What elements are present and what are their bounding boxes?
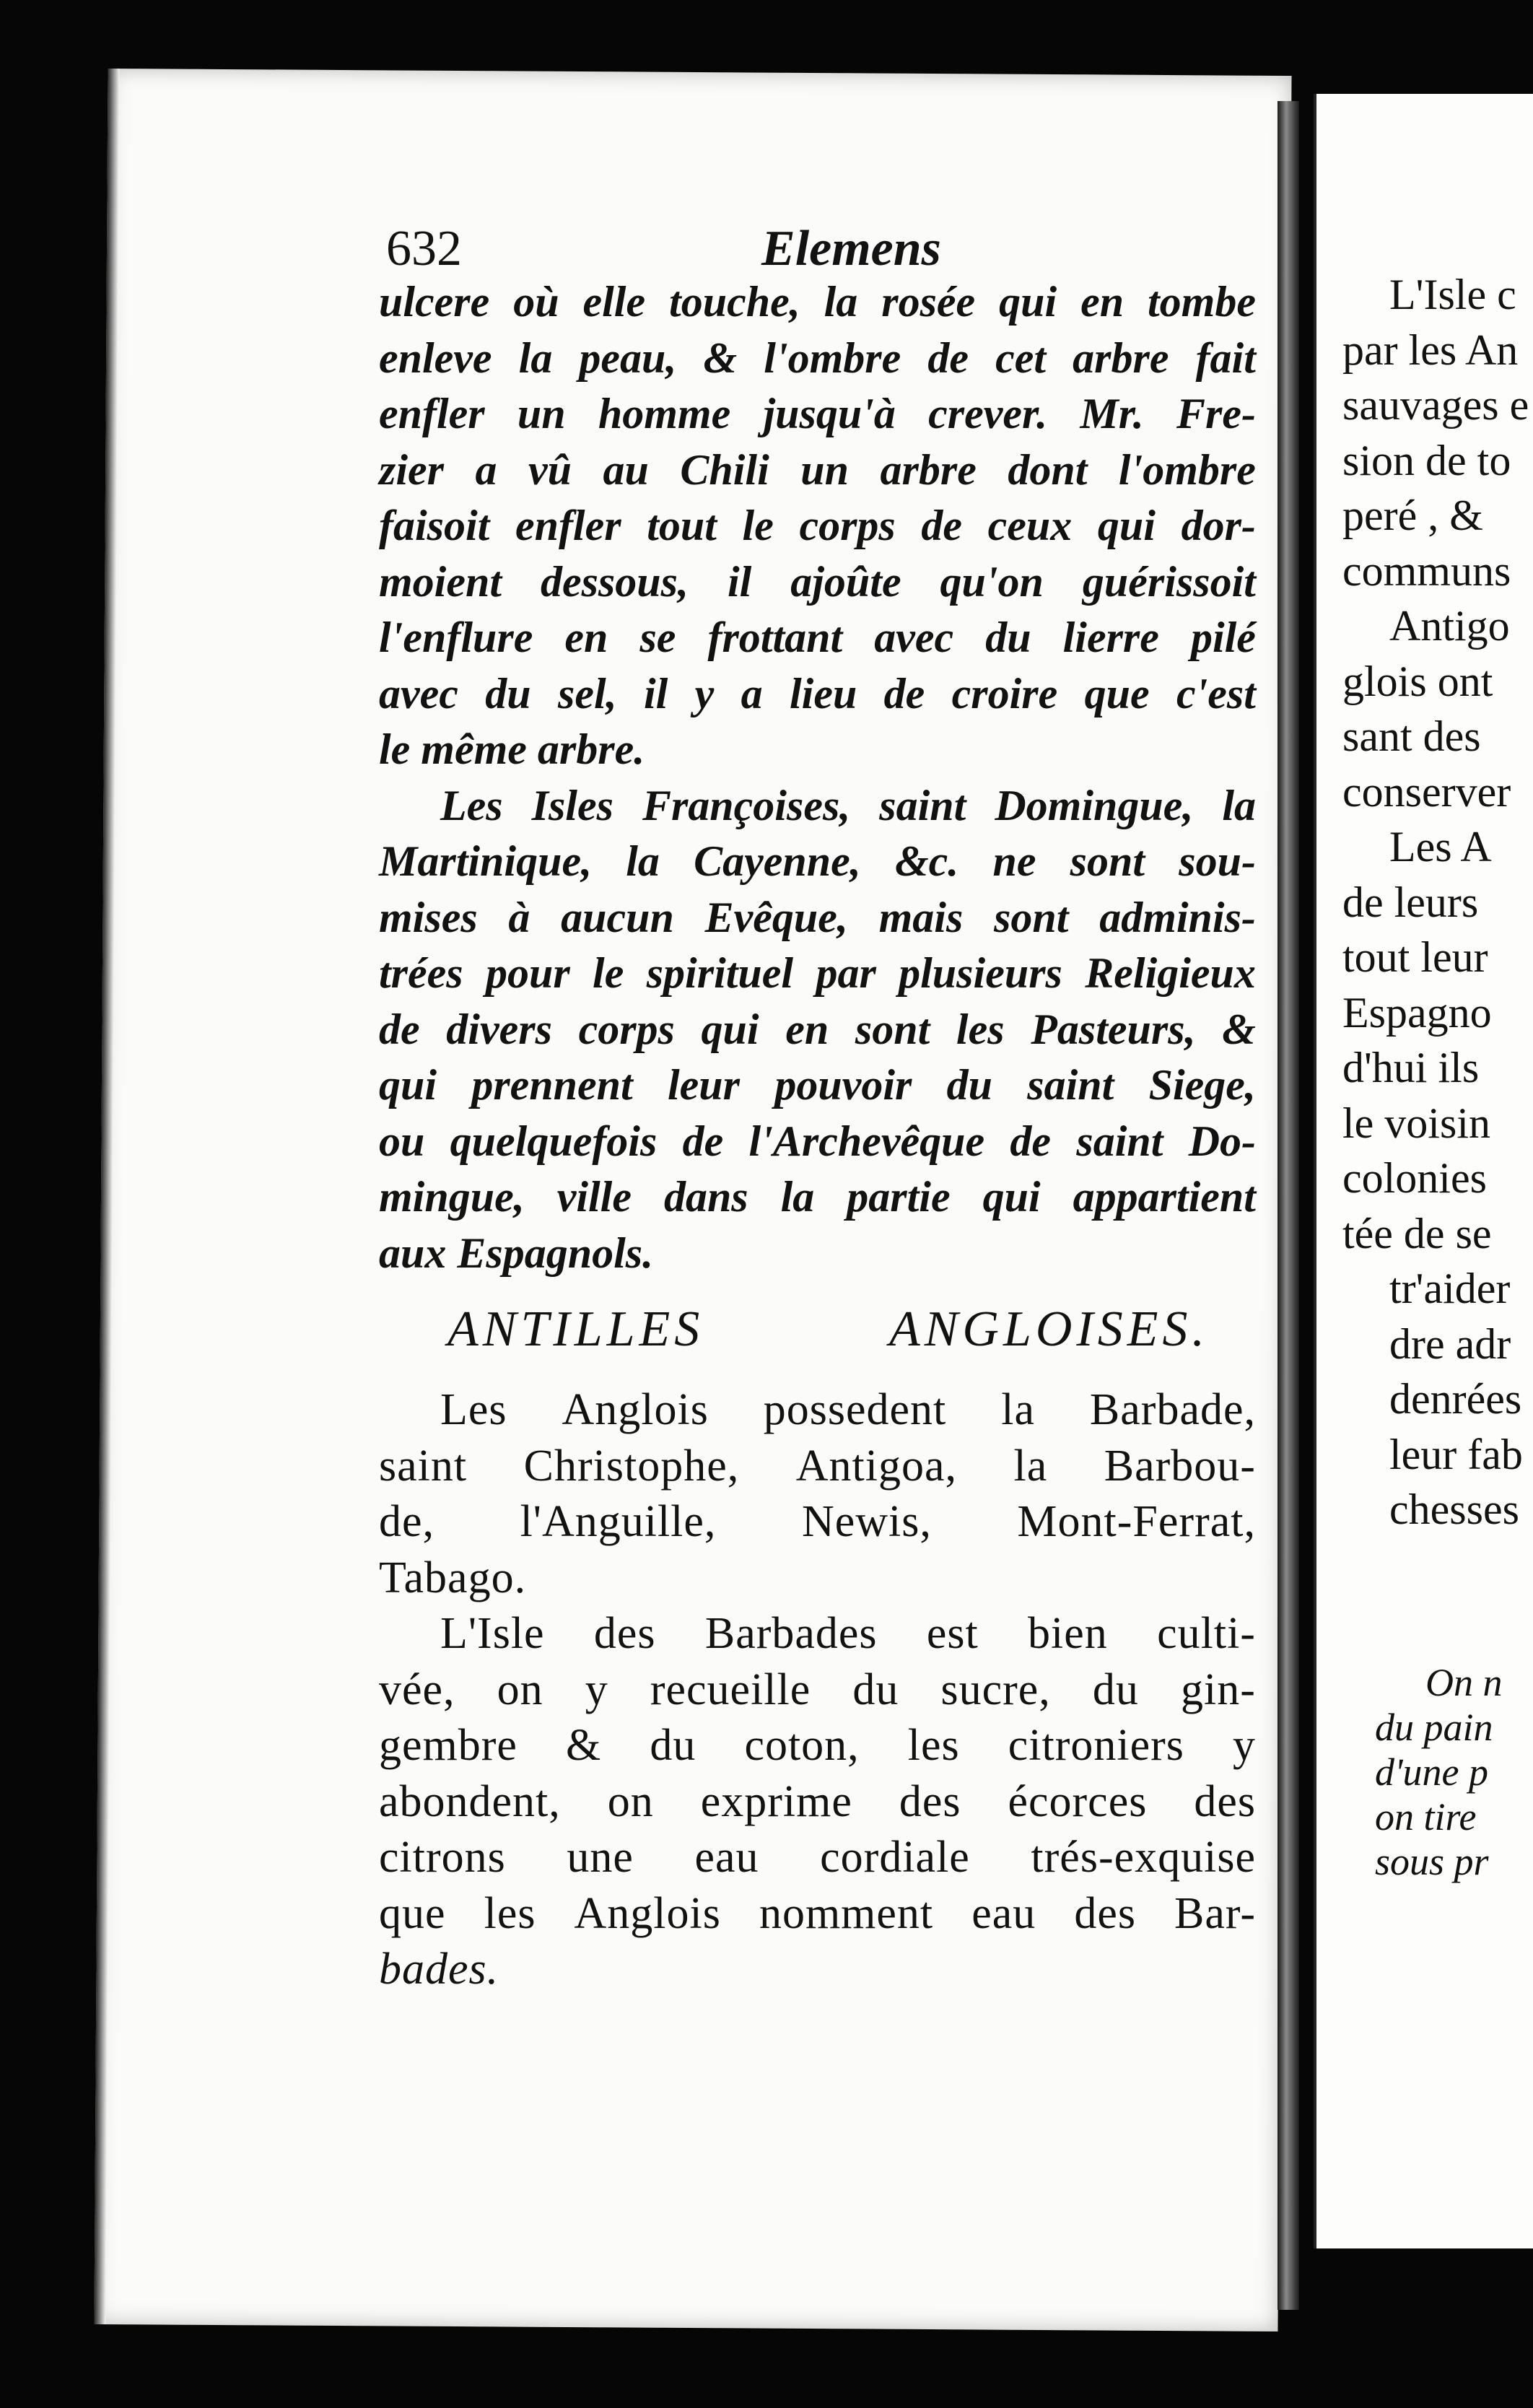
word: Anglois [574,1888,721,1938]
word: des [1194,1776,1256,1826]
footnote-line: On n [1425,1661,1503,1704]
text-line [379,1494,1256,1550]
footnote-line: du pain [1375,1706,1493,1749]
word: l'ombre [764,333,901,382]
word: pilé [1190,614,1256,661]
word: Françoises, [642,781,851,829]
heading-word: ANGLOISES. [888,1301,1209,1357]
word: du [985,614,1031,661]
page-number: 632 [386,221,462,276]
word: plusieurs [899,949,1062,997]
word: la [518,333,553,382]
word: Siege, [1148,1061,1256,1109]
word: du [485,669,531,717]
word: ville [556,1173,632,1221]
word: de [883,669,925,717]
word: la [626,837,660,885]
word: eau [971,1888,1036,1938]
text-line: Tabago. [379,1553,527,1602]
word: adminis- [1099,893,1256,941]
word: sel, [557,669,617,717]
paragraph-3 [379,1382,1256,1606]
word: avec [874,614,954,661]
word: se [639,614,676,661]
right-text-line: leur fab [1389,1430,1523,1478]
word: avec [379,669,458,717]
word: zier [379,445,444,494]
word: nomment [759,1888,934,1938]
word: Les [440,1385,507,1434]
word: des [899,1776,961,1826]
word: Mont-Ferrat, [1017,1497,1256,1546]
word: Antigoa, [795,1441,957,1491]
text-line [379,834,1256,890]
word: c'est [1176,669,1256,717]
word: où [513,278,559,326]
word: qui [701,1005,759,1053]
running-title: Elemens [761,221,941,276]
text-line [379,498,1256,554]
word: les [907,1721,960,1770]
right-text-line: conserver [1342,767,1511,816]
word: de [927,333,969,382]
word: lierre [1062,614,1159,661]
word: Martinique, [379,837,593,885]
word: que [379,1888,446,1938]
paragraph-2 [379,778,1256,1282]
right-page-footnote [1375,1660,1533,1884]
word: de [1010,1117,1052,1165]
word: divers [446,1005,552,1053]
word: dans [663,1173,748,1221]
word: par [816,949,876,997]
word: trés-exquise [1031,1833,1256,1882]
text-line [379,274,1256,331]
word: du [650,1721,696,1770]
word: du [946,1061,992,1109]
right-text-line: glois ont [1342,657,1493,705]
word: crever. [928,390,1048,437]
word: qu'on [940,557,1044,606]
word: y [694,669,715,717]
word: guérissoit [1082,557,1256,606]
word: recueille [650,1665,811,1714]
text-line [379,666,1256,723]
text-line [379,1718,1256,1774]
word: l'ombre [1118,445,1256,494]
word: une [567,1833,634,1882]
word: Domingue, [995,781,1194,829]
word: en [1080,278,1124,326]
word: vée, [379,1665,455,1714]
word: prennent [471,1061,633,1109]
word: Christophe, [523,1441,740,1491]
section-heading [379,1290,1256,1369]
word: y [1232,1721,1256,1770]
word: à [508,893,530,941]
word: frottant [707,614,843,661]
word: on [607,1776,654,1826]
text-line [379,1774,1256,1831]
text-line [379,946,1256,1002]
word: saint [1076,1117,1163,1165]
text-line [379,1002,1256,1058]
word: sont [855,1005,930,1053]
text-line [379,331,1256,387]
text-line [379,1169,1256,1226]
word: gembre [379,1721,517,1770]
word: Evêque, [704,893,848,941]
word: un [800,445,850,494]
word: quelquefois [450,1117,658,1165]
text-line [379,442,1256,499]
word: la [1001,1385,1035,1434]
word: on [497,1665,543,1714]
word: Cayenne, [694,837,861,885]
word: le [593,949,624,997]
word: pouvoir [774,1061,912,1109]
word: L'Isle [440,1609,545,1658]
word: au [603,445,649,494]
word: il [727,557,752,606]
word: Religieux [1085,949,1256,997]
word: homme [598,390,731,437]
word: dor- [1181,502,1256,549]
word: coton, [744,1721,860,1770]
word: elle [582,278,646,326]
word: il [643,669,668,717]
word: Do- [1188,1117,1256,1165]
word: un [517,390,566,437]
right-text-line: d'hui ils [1342,1044,1480,1091]
word: a [475,445,497,494]
word: bien [1028,1609,1108,1658]
word: Chili [680,445,769,494]
word: Les [440,781,503,829]
word: du [852,1665,899,1714]
word: des [1074,1888,1136,1938]
word: mingue, [379,1173,525,1221]
word: &c. [894,837,959,885]
word: leur [668,1061,741,1109]
word: de, [379,1497,435,1546]
word: a [741,669,763,717]
right-text-line: peré , & [1342,492,1483,539]
word: cordiale [820,1833,970,1882]
word: du [1092,1665,1139,1714]
word: culti- [1157,1609,1256,1658]
right-text-line: sion de to [1342,436,1511,484]
word: exprime [700,1776,852,1826]
word: cet [995,333,1047,382]
word: Isles [531,781,613,829]
word: ne [992,837,1036,885]
word: en [785,1005,829,1053]
word: de [379,1005,420,1053]
word: ajoûte [790,557,901,606]
word: Fre- [1176,390,1256,437]
word: écorces [1008,1776,1148,1826]
word: sont [1070,837,1145,885]
word: sucre, [940,1665,1051,1714]
word: trées [379,949,463,997]
word: faisoit [379,502,490,549]
word: tout [647,502,717,549]
right-text-line: denrées [1389,1375,1522,1423]
text-line: le même arbre. [379,725,645,773]
word: ou [379,1117,425,1165]
word: Barbades [704,1609,878,1658]
word: arbre [1073,333,1169,382]
right-text-line: sant des [1342,712,1481,760]
text-line [379,778,1256,834]
word: dont [1008,445,1088,494]
word: de [921,502,963,549]
word: saint [1027,1061,1114,1109]
text-line [379,1606,1256,1662]
right-text-line: tée de se [1342,1209,1492,1257]
right-text-line: dre adr [1389,1319,1511,1368]
word: gin- [1181,1665,1256,1714]
right-page-text [1342,267,1533,1537]
word: qui [999,278,1057,326]
right-text-line: le voisin [1342,1099,1490,1147]
word: qui [982,1173,1041,1221]
word: saint [379,1441,468,1491]
word: est [926,1609,979,1658]
word: de [682,1117,724,1165]
word: Barbade, [1089,1385,1256,1434]
word: sont [994,893,1069,941]
word: Barbou- [1104,1441,1256,1491]
text-line [379,1057,1256,1114]
word: l'Anguille, [520,1497,717,1546]
right-text-line: Espagno [1342,988,1492,1037]
word: vû [528,445,572,494]
word: arbre [880,445,977,494]
word: les [956,1005,1005,1053]
word: possedent [763,1385,947,1434]
word: peau, [579,333,677,382]
right-text-line: de leurs [1342,878,1479,926]
word: fait [1195,333,1256,382]
text-line: aux Espagnols. [379,1229,654,1277]
right-text-line: colonies [1342,1154,1487,1202]
word: les [484,1888,536,1938]
word: qui [379,1061,437,1109]
right-text-line: tr'aider [1389,1265,1511,1312]
footnote-line: d'une p [1375,1750,1489,1794]
right-text-line: communs [1342,546,1511,595]
word: qui [1097,502,1156,549]
text-line: bades. [379,1945,499,1994]
word: que [1084,669,1150,717]
footnote-line: on tire [1375,1795,1477,1838]
word: corps [578,1005,675,1053]
word: appartient [1073,1173,1256,1221]
right-text-line: sauvages e [1342,381,1529,429]
right-text-line: chesses [1389,1486,1519,1533]
word: corps [799,502,896,549]
text-line [379,386,1256,442]
right-text-line: par les An [1342,326,1519,374]
word: en [564,614,608,661]
word: citroniers [1008,1721,1184,1770]
word: saint [879,781,966,829]
right-text-line: tout leur [1342,933,1488,981]
word: spirituel [646,949,794,997]
word: mises [379,893,478,941]
text-line [379,1382,1256,1439]
text-line [379,890,1256,946]
word: touche, [669,278,800,326]
word: enfler [379,390,485,437]
word: & [703,333,738,382]
word: Pasteurs, [1031,1005,1196,1053]
text-line [379,1114,1256,1170]
right-text-line: Les A [1389,823,1492,871]
text-line [379,1662,1256,1719]
word: mais [878,893,964,941]
word: ulcere [379,278,490,326]
word: lieu [789,669,857,717]
heading-word: ANTILLES [447,1301,704,1357]
paragraph-1 [379,274,1256,778]
word: ceux [987,502,1073,549]
word: l'enflure [379,614,533,661]
word: dessous, [540,557,689,606]
word: partie [847,1173,951,1221]
page-header [386,220,1270,278]
word: des [593,1609,656,1658]
word: Mr. [1080,390,1144,437]
word: aucun [561,893,674,941]
word: y [585,1665,608,1714]
word: citrons [379,1833,506,1882]
word: & [1222,1005,1256,1053]
text-line [379,610,1256,666]
word: Anglois [562,1385,709,1434]
word: tombe [1148,278,1256,326]
word: enfler [515,502,621,549]
word: croire [951,669,1058,717]
word: Newis, [801,1497,932,1546]
text-line [379,1439,1256,1495]
word: enleve [379,333,492,382]
right-text-line: Antigo [1389,602,1510,650]
book-gutter [1278,101,1299,2310]
word: le [742,502,774,549]
text-line [379,1830,1256,1886]
word: la [824,278,858,326]
paragraph-4 [379,1606,1256,1998]
word: l'Archevêque [748,1117,985,1165]
word: sou- [1179,837,1256,885]
word: moient [379,557,502,606]
word: rosée [881,278,976,326]
text-line [379,1886,1256,1942]
word: la [1222,781,1256,829]
footnote-line: sous pr [1375,1840,1489,1883]
main-text-block [379,274,1256,1998]
word: eau [694,1833,759,1882]
word: pour [485,949,570,997]
word: la [780,1173,815,1221]
word: & [566,1721,602,1770]
word: la [1013,1441,1048,1491]
text-line [379,554,1256,611]
right-text-line: L'Isle c [1389,271,1516,318]
word: Bar- [1174,1888,1256,1938]
word: abondent, [379,1776,561,1826]
word: jusqu'à [763,390,896,437]
